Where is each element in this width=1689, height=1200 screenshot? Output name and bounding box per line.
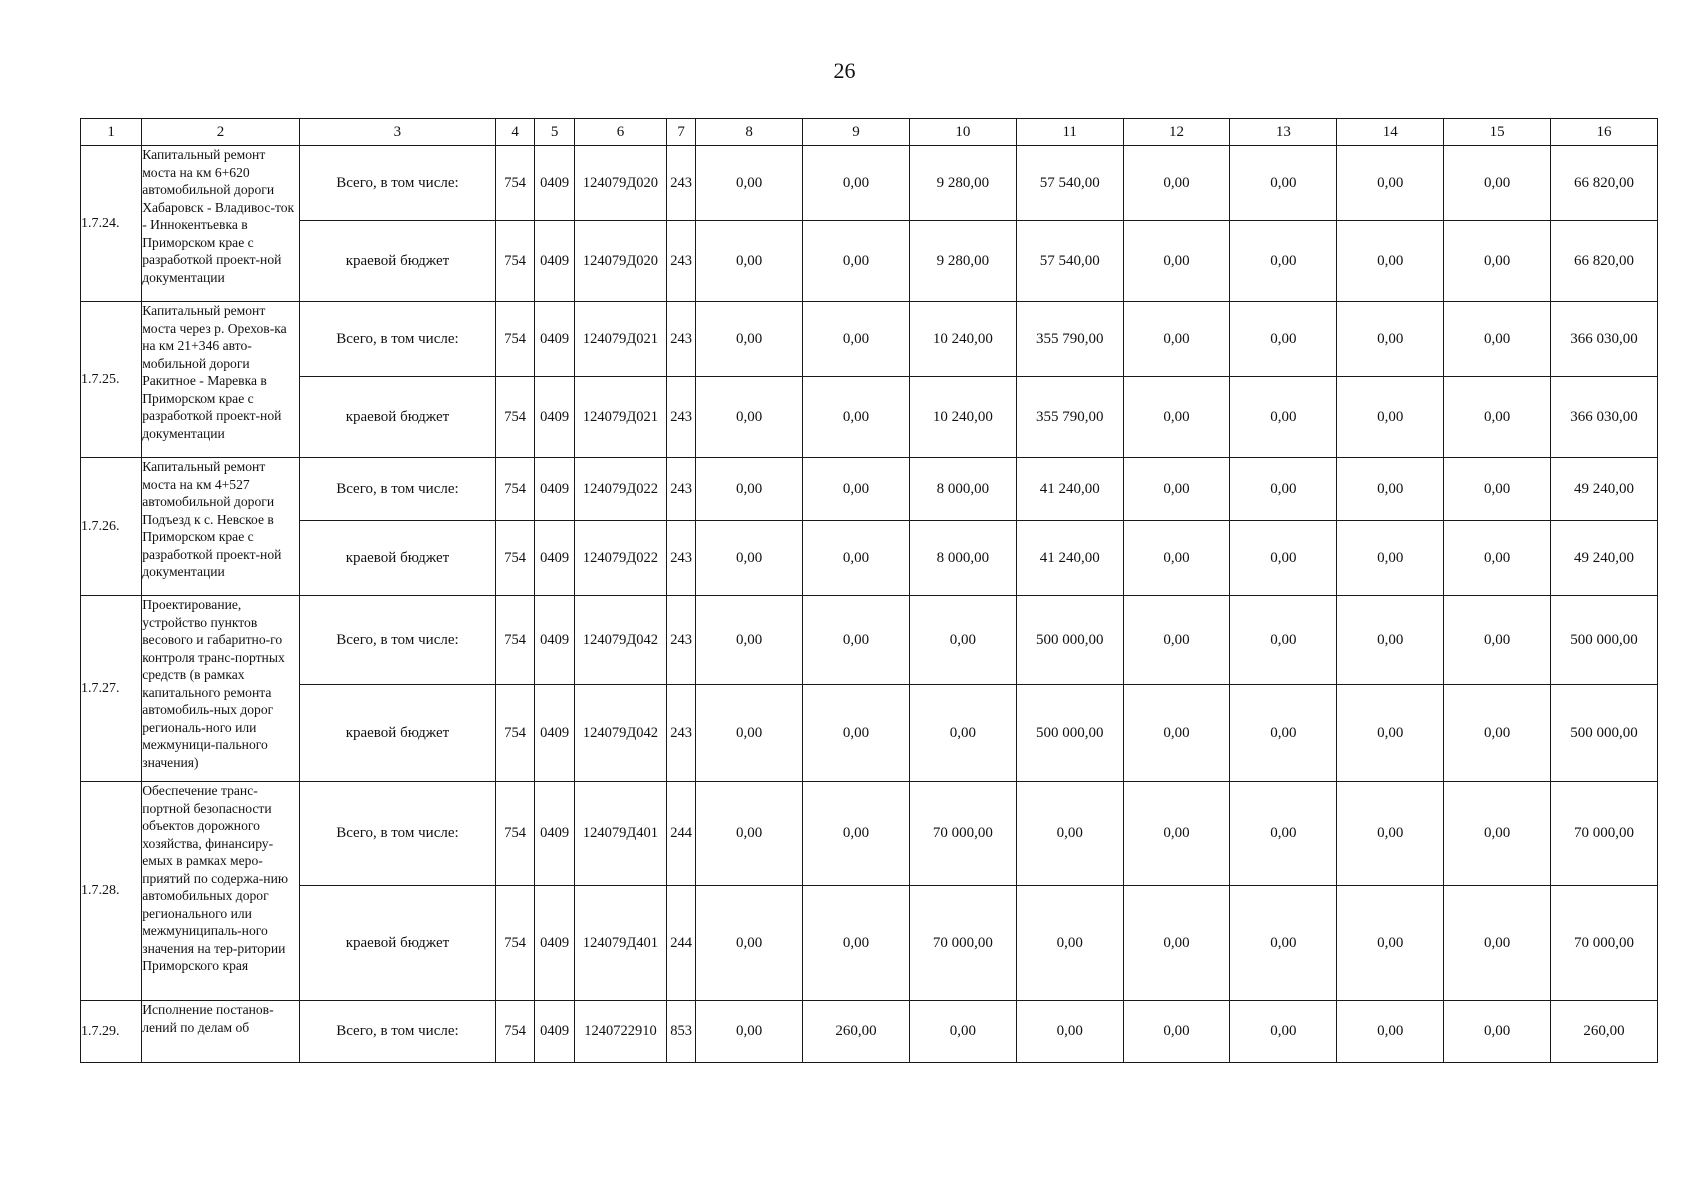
year-amount: 0,00	[1016, 1001, 1123, 1063]
year-amount: 70 000,00	[909, 886, 1016, 1001]
total-amount: 70 000,00	[1551, 782, 1658, 886]
row-description: Капитальный ремонт моста на км 6+620 автомобильной дороги Хабаровск - Владивос-ток - Иннокентьевка в Приморском крае с разработкой проект-ной документации	[142, 146, 300, 302]
ministry-code: 754	[495, 596, 534, 685]
year-amount: 0,00	[1123, 458, 1230, 521]
year-amount: 0,00	[803, 596, 910, 685]
section-code: 0409	[535, 146, 574, 221]
target-article-code: 1240722910	[574, 1001, 666, 1063]
year-amount: 0,00	[1444, 886, 1551, 1001]
row-number: 1.7.29.	[81, 1001, 142, 1063]
row-description: Проектирование, устройство пунктов весового и габаритно-го контроля транс-портных средств (в рамках капитального ремонта автомобиль-ных дорог региональ-ного или межмуници-пального значения)	[142, 596, 300, 782]
year-amount: 0,00	[696, 1001, 803, 1063]
year-amount: 0,00	[696, 377, 803, 458]
year-amount: 0,00	[1230, 596, 1337, 685]
expense-type-code: 243	[667, 146, 696, 221]
year-amount: 0,00	[1337, 782, 1444, 886]
col-header: 10	[909, 119, 1016, 146]
section-code: 0409	[535, 377, 574, 458]
total-amount: 70 000,00	[1551, 886, 1658, 1001]
year-amount: 0,00	[1230, 782, 1337, 886]
ministry-code: 754	[495, 302, 534, 377]
year-amount: 0,00	[1123, 302, 1230, 377]
row-number: 1.7.25.	[81, 302, 142, 458]
row-description: Обеспечение транс-портной безопасности объектов дорожного хозяйства, финансиру-емых в рамках меро-приятий по содержа-нию автомобильных дорог регионального или межмуниципаль-ного значения на тер-ритории Приморского края	[142, 782, 300, 1001]
year-amount: 355 790,00	[1016, 302, 1123, 377]
year-amount: 0,00	[1123, 596, 1230, 685]
col-header: 3	[299, 119, 495, 146]
year-amount: 0,00	[1230, 685, 1337, 782]
expense-type-code: 243	[667, 685, 696, 782]
year-amount: 0,00	[1230, 377, 1337, 458]
year-amount: 0,00	[1337, 521, 1444, 596]
budget-table	[80, 118, 1658, 1063]
year-amount: 0,00	[696, 596, 803, 685]
year-amount: 0,00	[803, 886, 910, 1001]
year-amount: 0,00	[1337, 377, 1444, 458]
expense-type-code: 243	[667, 377, 696, 458]
year-amount: 0,00	[909, 1001, 1016, 1063]
table-row-total	[81, 146, 1658, 221]
year-amount: 0,00	[1230, 458, 1337, 521]
col-header: 8	[696, 119, 803, 146]
target-article-code: 124079Д042	[574, 596, 666, 685]
col-header: 6	[574, 119, 666, 146]
total-amount: 500 000,00	[1551, 596, 1658, 685]
year-amount: 57 540,00	[1016, 221, 1123, 302]
expense-type-code: 243	[667, 458, 696, 521]
section-code: 0409	[535, 782, 574, 886]
col-header: 1	[81, 119, 142, 146]
year-amount: 0,00	[1444, 377, 1551, 458]
year-amount: 70 000,00	[909, 782, 1016, 886]
year-amount: 0,00	[1230, 302, 1337, 377]
ministry-code: 754	[495, 685, 534, 782]
funding-source: краевой бюджет	[299, 521, 495, 596]
year-amount: 0,00	[1444, 685, 1551, 782]
funding-source: Всего, в том числе:	[299, 782, 495, 886]
section-code: 0409	[535, 1001, 574, 1063]
expense-type-code: 244	[667, 782, 696, 886]
target-article-code: 124079Д401	[574, 886, 666, 1001]
year-amount: 0,00	[696, 146, 803, 221]
target-article-code: 124079Д401	[574, 782, 666, 886]
year-amount: 0,00	[909, 596, 1016, 685]
funding-source: краевой бюджет	[299, 685, 495, 782]
year-amount: 0,00	[1016, 782, 1123, 886]
year-amount: 0,00	[1123, 1001, 1230, 1063]
year-amount: 0,00	[803, 685, 910, 782]
row-number: 1.7.26.	[81, 458, 142, 596]
table-row-regional	[81, 521, 1658, 596]
target-article-code: 124079Д022	[574, 521, 666, 596]
year-amount: 9 280,00	[909, 221, 1016, 302]
table-row-total	[81, 782, 1658, 886]
total-amount: 500 000,00	[1551, 685, 1658, 782]
table-body	[81, 146, 1658, 1063]
funding-source: краевой бюджет	[299, 886, 495, 1001]
year-amount: 0,00	[803, 377, 910, 458]
col-header: 15	[1444, 119, 1551, 146]
year-amount: 8 000,00	[909, 458, 1016, 521]
year-amount: 0,00	[1230, 146, 1337, 221]
year-amount: 0,00	[1123, 221, 1230, 302]
year-amount: 57 540,00	[1016, 146, 1123, 221]
year-amount: 0,00	[1337, 146, 1444, 221]
col-header: 9	[803, 119, 910, 146]
ministry-code: 754	[495, 377, 534, 458]
target-article-code: 124079Д021	[574, 302, 666, 377]
ministry-code: 754	[495, 458, 534, 521]
section-code: 0409	[535, 685, 574, 782]
year-amount: 260,00	[803, 1001, 910, 1063]
target-article-code: 124079Д020	[574, 146, 666, 221]
year-amount: 0,00	[1337, 458, 1444, 521]
ministry-code: 754	[495, 1001, 534, 1063]
year-amount: 0,00	[1123, 521, 1230, 596]
section-code: 0409	[535, 596, 574, 685]
year-amount: 0,00	[1230, 221, 1337, 302]
year-amount: 500 000,00	[1016, 685, 1123, 782]
year-amount: 0,00	[803, 521, 910, 596]
table-row-regional	[81, 886, 1658, 1001]
year-amount: 0,00	[696, 886, 803, 1001]
year-amount: 0,00	[803, 302, 910, 377]
year-amount: 0,00	[803, 221, 910, 302]
table-row-regional	[81, 685, 1658, 782]
target-article-code: 124079Д042	[574, 685, 666, 782]
expense-type-code: 243	[667, 221, 696, 302]
page-number: 26	[833, 58, 856, 83]
section-code: 0409	[535, 302, 574, 377]
funding-source: Всего, в том числе:	[299, 458, 495, 521]
year-amount: 10 240,00	[909, 377, 1016, 458]
section-code: 0409	[535, 521, 574, 596]
year-amount: 9 280,00	[909, 146, 1016, 221]
year-amount: 0,00	[1230, 886, 1337, 1001]
expense-type-code: 853	[667, 1001, 696, 1063]
section-code: 0409	[535, 886, 574, 1001]
funding-source: краевой бюджет	[299, 377, 495, 458]
year-amount: 0,00	[1444, 1001, 1551, 1063]
row-number: 1.7.28.	[81, 782, 142, 1001]
table-row-total	[81, 302, 1658, 377]
col-header: 7	[667, 119, 696, 146]
funding-source: краевой бюджет	[299, 221, 495, 302]
year-amount: 500 000,00	[1016, 596, 1123, 685]
col-header: 13	[1230, 119, 1337, 146]
year-amount: 0,00	[803, 146, 910, 221]
year-amount: 0,00	[1016, 886, 1123, 1001]
total-amount: 49 240,00	[1551, 458, 1658, 521]
expense-type-code: 244	[667, 886, 696, 1001]
year-amount: 0,00	[696, 302, 803, 377]
table-row-total	[81, 458, 1658, 521]
ministry-code: 754	[495, 521, 534, 596]
year-amount: 0,00	[1444, 596, 1551, 685]
total-amount: 366 030,00	[1551, 302, 1658, 377]
section-code: 0409	[535, 221, 574, 302]
year-amount: 0,00	[1123, 782, 1230, 886]
year-amount: 0,00	[1444, 521, 1551, 596]
year-amount: 0,00	[1337, 302, 1444, 377]
row-description: Исполнение постанов-лений по делам об	[142, 1001, 300, 1063]
year-amount: 0,00	[1123, 685, 1230, 782]
expense-type-code: 243	[667, 596, 696, 685]
section-code: 0409	[535, 458, 574, 521]
year-amount: 0,00	[1444, 221, 1551, 302]
year-amount: 0,00	[803, 782, 910, 886]
table-row-regional	[81, 377, 1658, 458]
row-description: Капитальный ремонт моста на км 4+527 автомобильной дороги Подъезд к с. Невское в Приморском крае с разработкой проект-ной документации	[142, 458, 300, 596]
funding-source: Всего, в том числе:	[299, 302, 495, 377]
funding-source: Всего, в том числе:	[299, 146, 495, 221]
year-amount: 41 240,00	[1016, 458, 1123, 521]
year-amount: 0,00	[1230, 521, 1337, 596]
year-amount: 0,00	[909, 685, 1016, 782]
row-number: 1.7.24.	[81, 146, 142, 302]
year-amount: 0,00	[1444, 146, 1551, 221]
year-amount: 0,00	[696, 458, 803, 521]
total-amount: 66 820,00	[1551, 146, 1658, 221]
total-amount: 66 820,00	[1551, 221, 1658, 302]
year-amount: 0,00	[1337, 685, 1444, 782]
total-amount: 49 240,00	[1551, 521, 1658, 596]
funding-source: Всего, в том числе:	[299, 596, 495, 685]
year-amount: 0,00	[1123, 377, 1230, 458]
year-amount: 0,00	[696, 521, 803, 596]
year-amount: 41 240,00	[1016, 521, 1123, 596]
year-amount: 0,00	[1337, 1001, 1444, 1063]
ministry-code: 754	[495, 146, 534, 221]
year-amount: 0,00	[1444, 782, 1551, 886]
year-amount: 0,00	[1337, 596, 1444, 685]
year-amount: 0,00	[1444, 302, 1551, 377]
col-header: 12	[1123, 119, 1230, 146]
year-amount: 0,00	[696, 782, 803, 886]
year-amount: 0,00	[1337, 886, 1444, 1001]
table-row-total	[81, 596, 1658, 685]
year-amount: 0,00	[696, 221, 803, 302]
table-row-regional	[81, 221, 1658, 302]
expense-type-code: 243	[667, 521, 696, 596]
target-article-code: 124079Д021	[574, 377, 666, 458]
col-header: 14	[1337, 119, 1444, 146]
year-amount: 10 240,00	[909, 302, 1016, 377]
col-header: 16	[1551, 119, 1658, 146]
year-amount: 0,00	[803, 458, 910, 521]
ministry-code: 754	[495, 782, 534, 886]
header-row	[81, 119, 1658, 146]
year-amount: 0,00	[1444, 458, 1551, 521]
col-header: 11	[1016, 119, 1123, 146]
year-amount: 355 790,00	[1016, 377, 1123, 458]
year-amount: 8 000,00	[909, 521, 1016, 596]
target-article-code: 124079Д022	[574, 458, 666, 521]
funding-source: Всего, в том числе:	[299, 1001, 495, 1063]
col-header: 4	[495, 119, 534, 146]
year-amount: 0,00	[1230, 1001, 1337, 1063]
total-amount: 366 030,00	[1551, 377, 1658, 458]
year-amount: 0,00	[1123, 146, 1230, 221]
expense-type-code: 243	[667, 302, 696, 377]
col-header: 2	[142, 119, 300, 146]
year-amount: 0,00	[1123, 886, 1230, 1001]
row-number: 1.7.27.	[81, 596, 142, 782]
row-description: Капитальный ремонт моста через р. Орехов-ка на км 21+346 авто-мобильной дороги Ракитное - Маревка в Приморском крае с разработкой проект-ной документации	[142, 302, 300, 458]
col-header: 5	[535, 119, 574, 146]
year-amount: 0,00	[1337, 221, 1444, 302]
ministry-code: 754	[495, 221, 534, 302]
year-amount: 0,00	[696, 685, 803, 782]
target-article-code: 124079Д020	[574, 221, 666, 302]
total-amount: 260,00	[1551, 1001, 1658, 1063]
table-row-total	[81, 1001, 1658, 1063]
ministry-code: 754	[495, 886, 534, 1001]
